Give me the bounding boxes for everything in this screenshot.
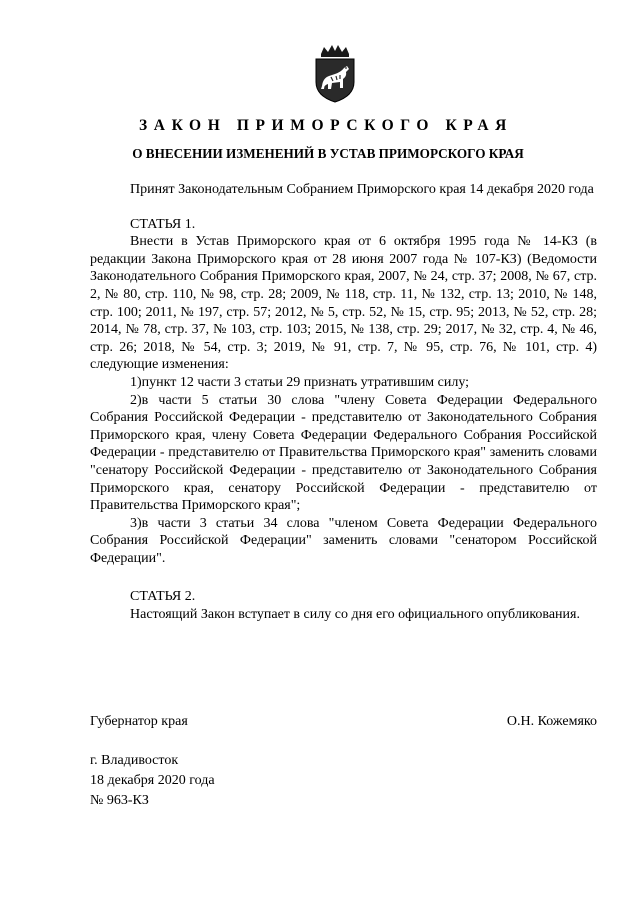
article-1-heading: СТАТЬЯ 1. — [130, 216, 196, 232]
signatory-position: Губернатор края — [90, 714, 188, 729]
document-body — [90, 181, 597, 624]
article-1-item-3: 3)в части 3 статьи 34 слова "членом Совета Федерации Федерального Собрания Российской Федерации" заменить словами "сенатором Российской Федерации". — [90, 515, 597, 566]
law-number: № 963-КЗ — [90, 793, 149, 808]
document-title: ЗАКОН ПРИМОРСКОГО КРАЯ — [139, 117, 513, 134]
signature-block — [90, 713, 597, 731]
adoption-note: Принят Законодательным Собранием Приморского края 14 декабря 2020 года — [130, 182, 594, 197]
article-2-heading: СТАТЬЯ 2. — [130, 589, 196, 605]
signatory-name: О.Н. Кожемяко — [506, 714, 597, 729]
article-1-item-2: 2)в части 5 статьи 30 слова "члену Совета Федерации Федерального Собрания Российской Федерации - представителю от Законодательного Собрания Приморского края, члену Совета Федерации Федерального Собрания Российской Федерации - представителю от Правительства Приморского края" заменить словами "сенатору Российской Федерации - представителю от Законодательного Собрания Приморского края, сенатору Российской Федерации - представителю от Правительства Приморского края"; — [90, 392, 597, 514]
article-2-text: Настоящий Закон вступает в силу со дня его официального опубликования. — [130, 607, 580, 623]
place-city: г. Владивосток — [90, 753, 179, 768]
coat-of-arms-icon — [313, 44, 357, 104]
place-date-block — [90, 751, 215, 811]
signing-date: 18 декабря 2020 года — [90, 773, 215, 788]
article-1-item-1: 1)пункт 12 части 3 статьи 29 признать утратившим силу; — [130, 374, 470, 390]
document-subtitle: О ВНЕСЕНИИ ИЗМЕНЕНИЙ В УСТАВ ПРИМОРСКОГО КРАЯ — [132, 146, 524, 161]
article-1-intro: Внести в Устав Приморского края от 6 октября 1995 года № 14-КЗ (в редакции Закона Приморского края от 28 июня 2007 года № 107-КЗ) (Ведомости Законодательного Собрания Приморского края, 2007, № 24, стр. 37; 2008, № 67, стр. 2, № 80, стр. 110, № 98, стр. 28; 2009, № 118, стр. 11, № 132, стр. 13; 2010, № 148, стр. 100; 2011, № 197, стр. 57; 2012, № 5, стр. 52, № 15, стр. 95; 2013, № 52, стр. 28; 2014, № 78, стр. 37, № 103, стр. 103; 2015, № 138, стр. 29; 2017, № 32, стр. 4, № 46, стр. 26; 2018, № 54, стр. 3; 2019, № 91, стр. 7, № 95, стр. 76, № 101, стр. 4) следующие изменения: — [90, 234, 597, 373]
